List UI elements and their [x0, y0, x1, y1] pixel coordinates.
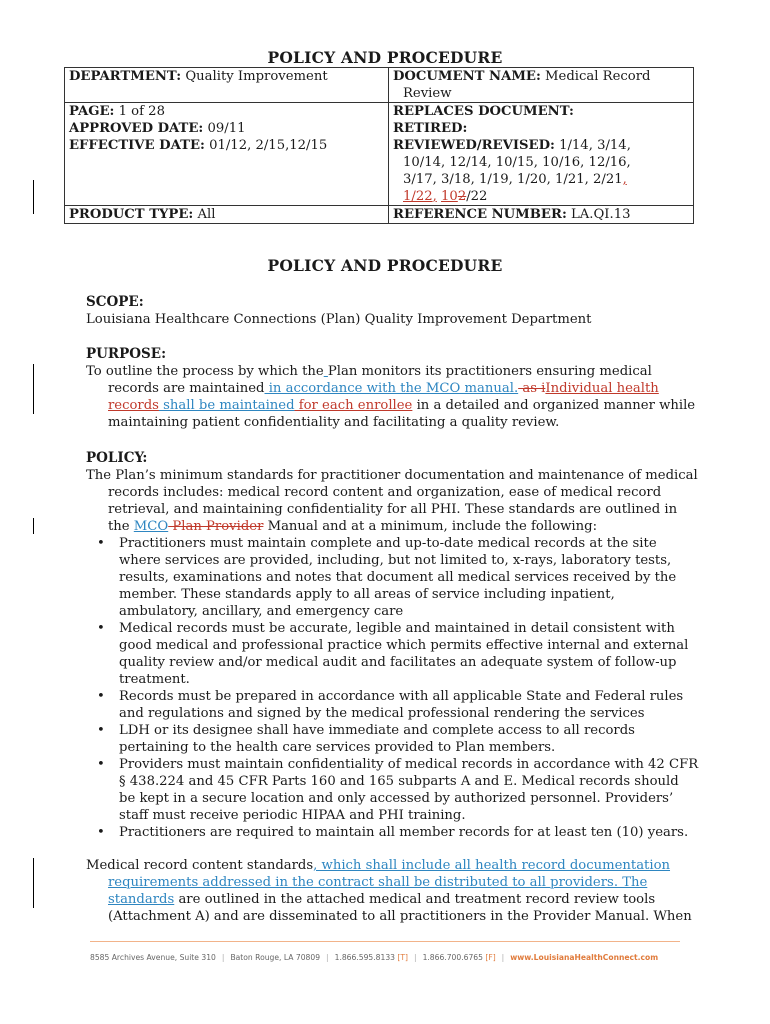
policy-paragraph: [86, 467, 706, 535]
page-label: PAGE:: [69, 104, 115, 119]
footer-city: Baton Rouge, LA 70809: [230, 953, 321, 962]
retired-cell: [389, 120, 694, 137]
content-standards-section: [86, 857, 706, 925]
policy-inserted-text: MCO: [133, 519, 169, 534]
footer-phone-tag: [T]: [397, 953, 408, 962]
reviewed-inserted-comma2: ,: [432, 189, 437, 204]
reviewed-cell: [389, 137, 694, 206]
bullet-text: be kept in a secure location and only accessed by authorized personnel. Providers’: [119, 791, 674, 806]
reviewed-deleted-2: 2: [457, 189, 467, 204]
replaces-cell: [389, 103, 694, 121]
reviewed-end: /22: [466, 189, 488, 204]
department-cell: [65, 68, 389, 103]
bullet-text: good medical and professional practice which permits effective internal and external: [119, 638, 689, 653]
content-standards-text: are outlined in the attached medical and treatment record review tools: [174, 892, 656, 907]
retired-label: RETIRED:: [393, 121, 468, 136]
reference-number-label: REFERENCE NUMBER:: [393, 207, 567, 222]
footer-separator: |: [501, 953, 505, 962]
policy-bullet-item: [97, 620, 706, 688]
footer-fax-tag: [F]: [485, 953, 496, 962]
purpose-inserted-text: for each enrollee: [294, 398, 413, 413]
bullet-icon: •: [97, 689, 105, 704]
policy-section: [86, 450, 706, 841]
product-type-value: All: [197, 207, 216, 222]
content-standards-text: Medical record content standards: [86, 858, 314, 873]
scope-heading: SCOPE:: [86, 294, 144, 310]
footer-separator: |: [221, 953, 225, 962]
scope-text: Louisiana Healthcare Connections (Plan) Quality Improvement Department: [86, 312, 592, 327]
policy-text: Manual and at a minimum, include the following:: [263, 519, 598, 534]
reviewed-line2: 10/14, 12/14, 10/15, 10/16, 12/16,: [403, 155, 631, 170]
policy-text: the: [108, 519, 134, 534]
scope-section: [86, 294, 706, 328]
content-standards-text: (Attachment A) and are disseminated to all practitioners in the Provider Manual. When: [108, 909, 692, 924]
bullet-text: quality review and/or medical audit and facilitates an adequate system of follow-up: [119, 655, 677, 670]
footer-separator: |: [414, 953, 417, 962]
effective-cell: [65, 137, 389, 206]
footer-phone: 1.866.595.8133: [334, 953, 395, 962]
page-cell: [65, 103, 389, 121]
bullet-icon: •: [97, 621, 105, 636]
reviewed-inserted-date: 1/22: [403, 189, 433, 204]
purpose-inserted-text: Individual health: [545, 381, 659, 396]
reference-number-cell: [389, 206, 694, 224]
footer-address: 8585 Archives Avenue, Suite 310: [90, 953, 216, 962]
department-value: Quality Improvement: [185, 69, 328, 84]
policy-bullet-item: [97, 824, 706, 841]
document-name-value: Medical Record: [545, 69, 651, 84]
reviewed-line1: 1/14, 3/14,: [559, 138, 631, 153]
product-type-cell: [65, 206, 389, 224]
policy-text: records includes: medical record content and organization, ease of medical record: [108, 485, 662, 500]
approved-value: 09/11: [207, 121, 246, 136]
page-value: 1 of 28: [118, 104, 165, 119]
bullet-text: results, examinations and notes that document all medical services received by the: [119, 570, 677, 585]
change-bar: [33, 364, 34, 414]
policy-bullet-item: [97, 535, 706, 620]
footer: [90, 953, 690, 962]
bullet-text: Practitioners are required to maintain all member records for at least ten (10) years.: [119, 825, 689, 840]
policy-bullet-list: [86, 535, 706, 841]
content-standards-inserted-text: standards: [108, 892, 175, 907]
bullet-text: member. These standards apply to all areas of service including inpatient,: [119, 587, 615, 602]
purpose-inserted-text: shall be maintained: [158, 398, 295, 413]
purpose-text: Plan monitors its practitioners ensuring medical: [327, 364, 652, 379]
purpose-text: records are maintained: [108, 381, 265, 396]
bullet-text: Providers must maintain confidentiality of medical records in accordance with 42 CFR: [119, 757, 699, 772]
header-table: [64, 67, 694, 224]
policy-bullet-item: [97, 722, 706, 756]
bullet-text: treatment.: [119, 672, 190, 687]
reviewed-line3: [393, 171, 689, 188]
policy-bullet-item: [97, 756, 706, 824]
bullet-text: pertaining to the health care services provided to Plan members.: [119, 740, 556, 755]
policy-text: retrieval, and maintaining confidentiality for all PHI. These standards are outlined in: [108, 502, 678, 517]
footer-separator: |: [326, 953, 329, 962]
bullet-text: where services are provided, including, but not limited to, x-rays, laboratory tests,: [119, 553, 672, 568]
purpose-inserted-text: records: [108, 398, 159, 413]
document-name-label: DOCUMENT NAME:: [393, 69, 541, 84]
change-bar: [33, 858, 34, 908]
policy-heading: POLICY:: [86, 450, 148, 466]
approved-cell: [65, 120, 389, 137]
bullet-text: Records must be prepared in accordance with all applicable State and Federal rules: [119, 689, 684, 704]
bullet-icon: •: [97, 723, 105, 738]
reference-number-value: LA.QI.13: [571, 207, 631, 222]
bullet-text: Medical records must be accurate, legible and maintained in detail consistent with: [119, 621, 675, 636]
bullet-text: Practitioners must maintain complete and up-to-date medical records at the site: [119, 536, 657, 551]
bullet-text: and regulations and signed by the medical professional rendering the services: [119, 706, 645, 721]
bullet-icon: •: [97, 536, 105, 551]
content-standards-inserted-text: requirements addressed in the contract shall be distributed to all providers. The: [108, 875, 648, 890]
product-type-label: PRODUCT TYPE:: [69, 207, 194, 222]
policy-text: The Plan’s minimum standards for practitioner documentation and maintenance of medical: [86, 468, 698, 483]
page-title: POLICY AND PROCEDURE: [267, 48, 503, 67]
purpose-heading: PURPOSE:: [86, 346, 167, 362]
content-standards-inserted-text: , which shall include all health record documentation: [313, 858, 671, 873]
purpose-text: To outline the process by which the: [86, 364, 324, 379]
footer-divider: [90, 941, 680, 942]
reviewed-line3-text: 3/17, 3/18, 1/19, 1/20, 1/21, 2/21: [403, 172, 623, 187]
bullet-text: ambulatory, ancillary, and emergency care: [119, 604, 404, 619]
effective-value: 01/12, 2/15,12/15: [209, 138, 328, 153]
reviewed-inserted-comma: ,: [622, 172, 627, 187]
purpose-text: in a detailed and organized manner while: [412, 398, 696, 413]
policy-deleted-text: Plan Provider: [168, 519, 264, 534]
reviewed-label: REVIEWED/REVISED:: [393, 138, 555, 153]
change-bar: [33, 180, 34, 214]
policy-bullet-item: [97, 688, 706, 722]
footer-website-link[interactable]: www.LouisianaHealthConnect.com: [510, 953, 659, 962]
footer-fax: 1.866.700.6765: [422, 953, 483, 962]
document-name-value-cont: Review: [403, 86, 452, 101]
content-standards-paragraph: [86, 857, 706, 925]
purpose-deleted-text: as i: [518, 381, 546, 396]
section-title: POLICY AND PROCEDURE: [267, 256, 503, 275]
reviewed-line4: [393, 188, 689, 205]
bullet-text: LDH or its designee shall have immediate and complete access to all records: [119, 723, 635, 738]
purpose-inserted-text: in accordance with the MCO manual.: [264, 381, 519, 396]
purpose-section: [86, 346, 706, 431]
department-label: DEPARTMENT:: [69, 69, 182, 84]
bullet-text: staff must receive periodic HIPAA and PHI training.: [119, 808, 466, 823]
reviewed-inserted-10: 10: [441, 189, 458, 204]
bullet-icon: •: [97, 825, 105, 840]
replaces-label: REPLACES DOCUMENT:: [393, 104, 574, 119]
purpose-text: maintaining patient confidentiality and facilitating a quality review.: [108, 415, 560, 430]
change-bar: [33, 518, 34, 534]
bullet-text: § 438.224 and 45 CFR Parts 160 and 165 subparts A and E. Medical records should: [119, 774, 679, 789]
effective-label: EFFECTIVE DATE:: [69, 138, 205, 153]
approved-label: APPROVED DATE:: [69, 121, 204, 136]
purpose-paragraph: [86, 363, 706, 431]
document-name-cell: [389, 68, 694, 103]
bullet-icon: •: [97, 757, 105, 772]
